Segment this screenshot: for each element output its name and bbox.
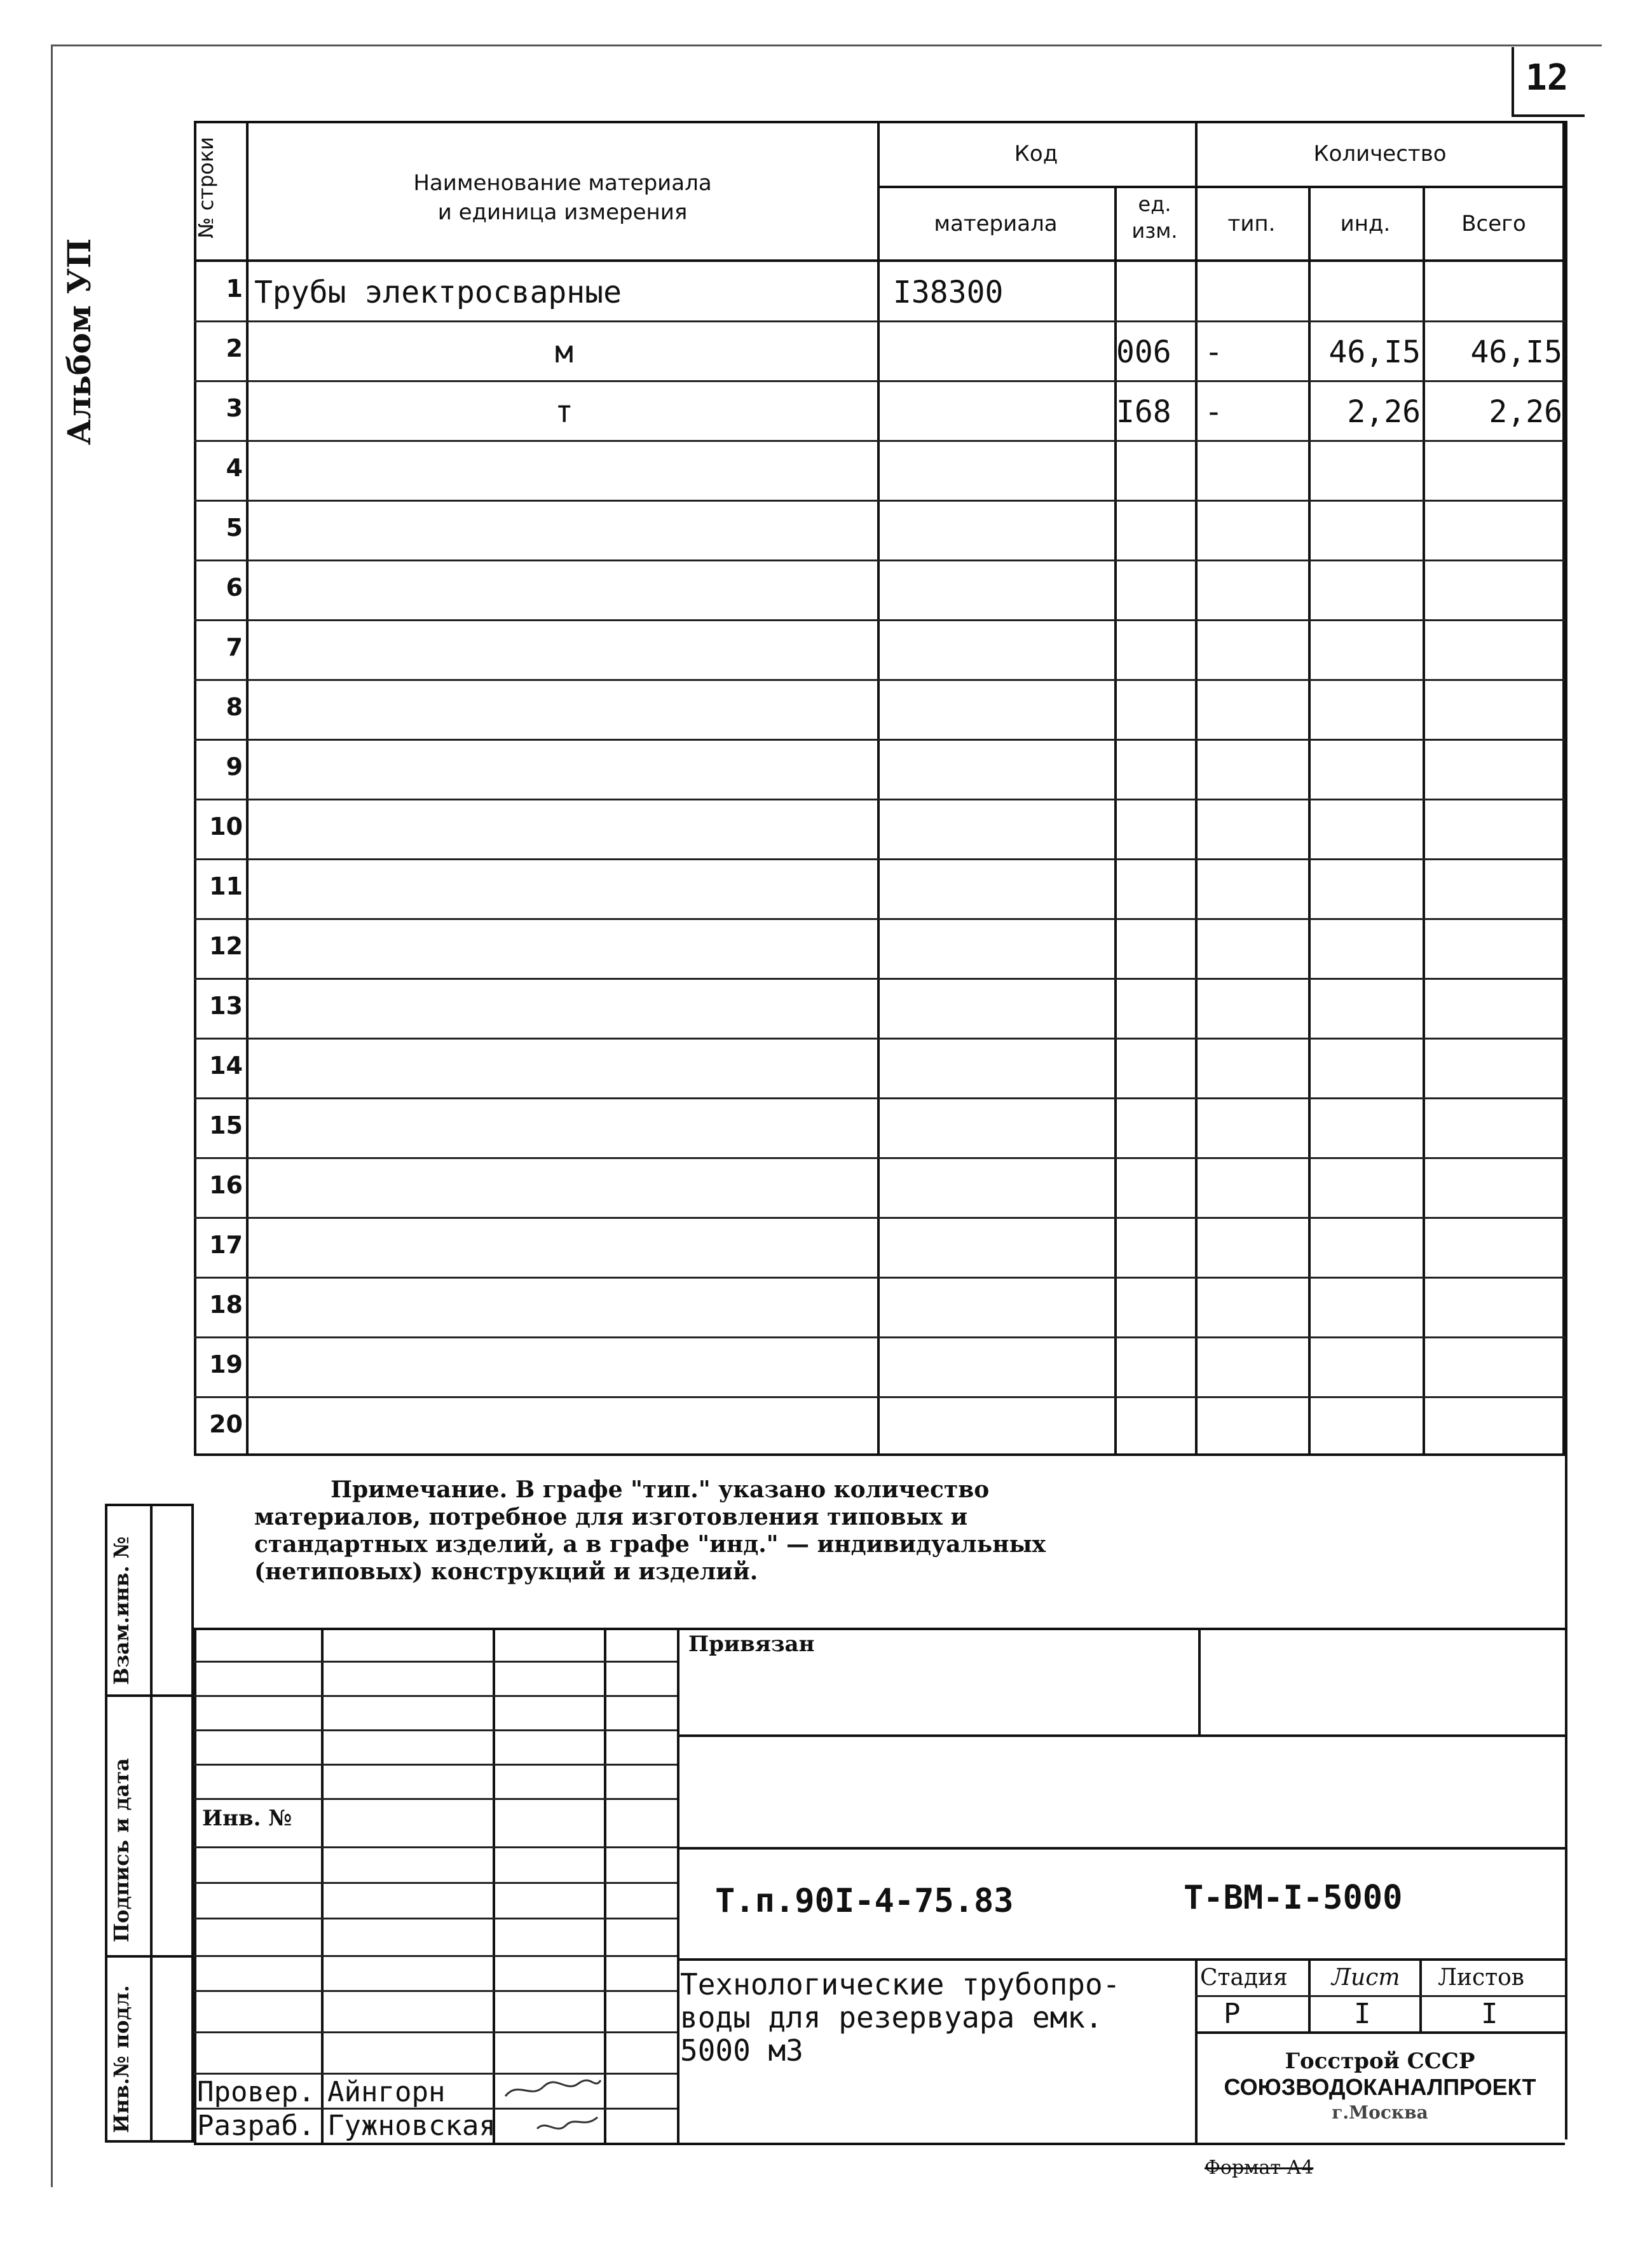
table-row-line — [194, 978, 1565, 980]
cell-ind: 2,26 — [1347, 394, 1421, 430]
tb-row-1 — [194, 1661, 677, 1663]
header-subline — [877, 186, 1565, 188]
table-row-line — [194, 440, 1565, 442]
sheets-label: Листов — [1438, 1965, 1525, 1991]
row-number: 3 — [226, 394, 243, 422]
cell-name: м — [555, 334, 573, 370]
cell-unit: 006 — [1116, 334, 1171, 370]
privyazan-bottom — [677, 1734, 1565, 1737]
org-line-2: СОЮЗВОДОКАНАЛПРОЕКТ — [1224, 2074, 1536, 2100]
code-row-bottom — [677, 1958, 1565, 1961]
code-row-top — [677, 1847, 1565, 1850]
cell-total: 2,26 — [1489, 394, 1562, 430]
tb-row-2 — [194, 1695, 677, 1697]
row-number: 10 — [209, 813, 243, 841]
note-line-2: материалов, потребное для изготовления типовых и — [254, 1504, 968, 1530]
label-vzam-inv: Взам.инв. № — [109, 1536, 133, 1685]
privyazan-label: Привязан — [688, 1631, 815, 1657]
note-line-4: (нетиповых) конструкций и изделий. — [254, 1558, 758, 1585]
stage-bottom — [1195, 2031, 1565, 2034]
table-row-line — [194, 918, 1565, 920]
table-row-line — [194, 320, 1565, 322]
note-bottom-line — [194, 1628, 1565, 1630]
tb-row-11 — [194, 2031, 677, 2033]
row-number: 12 — [209, 932, 243, 960]
tb-row-3 — [194, 1729, 677, 1731]
row-number: 19 — [209, 1350, 243, 1378]
tb-row-5 — [194, 1798, 677, 1800]
header-row-number: № строки — [194, 137, 218, 238]
tb-row-7 — [194, 1882, 677, 1884]
header-material-name: Наименование материала и единица измерения — [413, 170, 712, 225]
table-row-line — [194, 1038, 1565, 1040]
sheet-value: I — [1354, 1998, 1371, 2030]
tb-row-9 — [194, 1955, 677, 1957]
table-row-line — [194, 679, 1565, 681]
org-line-1: Госстрой СССР — [1285, 2049, 1475, 2074]
tb-row-6 — [194, 1846, 677, 1848]
org-line-3: г.Москва — [1332, 2102, 1428, 2123]
sheet-number: 12 — [1526, 57, 1569, 99]
tb-outer-left — [194, 1628, 196, 2143]
developed-name: Гужновская — [327, 2110, 496, 2142]
row-number: 20 — [209, 1410, 243, 1438]
row-number: 14 — [209, 1052, 243, 1080]
table-row-line — [194, 560, 1565, 561]
cell-typ: - — [1205, 394, 1223, 430]
tb-col-3 — [604, 1628, 606, 2143]
document-code: Т.п.90I-4-75.83 — [715, 1882, 1014, 1920]
row-number: 6 — [226, 573, 243, 601]
header-qty-total: Всего — [1461, 211, 1526, 237]
row-number: 16 — [209, 1171, 243, 1199]
row-number: 5 — [226, 514, 243, 542]
tb-col-4 — [677, 1628, 679, 2143]
stage-header-line — [1195, 1995, 1565, 1997]
stage-value: Р — [1224, 1998, 1241, 2030]
header-code: Код — [1014, 141, 1058, 167]
tb-row-4 — [194, 1764, 677, 1766]
table-row-line — [194, 1157, 1565, 1159]
table-row-line — [194, 858, 1565, 860]
label-inv-podl: Инв.№ подл. — [109, 1985, 133, 2133]
cell-name: т — [555, 394, 573, 430]
label-podpis-data: Подпись и дата — [109, 1758, 133, 1942]
privyazan-divider — [1198, 1628, 1201, 1736]
header-qty-typ: тип. — [1227, 211, 1276, 237]
table-row-line — [194, 1277, 1565, 1279]
table-row-line — [194, 380, 1565, 382]
cell-ind: 46,I5 — [1328, 334, 1421, 370]
col-line-ind — [1423, 186, 1425, 1456]
checked-role: Провер. — [197, 2076, 315, 2108]
left-stamp-sep-2 — [105, 1955, 194, 1958]
note-line-3: стандартных изделий, а в графе "инд." — индивидуальных — [254, 1531, 1046, 1558]
sheet-code: Т-ВМ-I-5000 — [1184, 1879, 1403, 1917]
inv-no-label: Инв. № — [202, 1806, 292, 1831]
tb-row-8 — [194, 1918, 677, 1919]
tb-row-12 — [194, 2073, 677, 2075]
album-label: Альбом УП — [60, 238, 98, 445]
row-number: 1 — [226, 275, 243, 303]
tb-col-2 — [493, 1628, 495, 2143]
row-number: 18 — [209, 1291, 243, 1319]
document-title: Технологические трубопро- воды для резервуара емк. 5000 м3 — [680, 1967, 1121, 2068]
row-number: 17 — [209, 1231, 243, 1259]
row-number: 9 — [226, 753, 243, 781]
table-row-line — [194, 500, 1565, 502]
inner-frame-right — [1565, 121, 1567, 2139]
cell-typ: - — [1205, 334, 1223, 370]
header-qty-ind: инд. — [1340, 211, 1391, 237]
cell-name: Трубы электросварные — [254, 275, 622, 310]
header-code-material: материала — [934, 211, 1058, 237]
col-line-typ — [1308, 186, 1311, 1456]
stage-label: Стадия — [1200, 1965, 1288, 1991]
cell-total: 46,I5 — [1470, 334, 1562, 370]
tb-bottom — [194, 2143, 1565, 2145]
table-row-line — [194, 1336, 1565, 1338]
table-row-line — [194, 799, 1565, 800]
checked-name: Айнгорн — [327, 2076, 446, 2108]
developed-role: Разраб. — [197, 2110, 315, 2142]
left-stamp-divider — [150, 1504, 153, 2143]
header-quantity: Количество — [1313, 141, 1447, 167]
col-line-material — [1114, 186, 1117, 1456]
left-stamp-sep-1 — [105, 1694, 194, 1697]
format-label: Формат А4 — [1205, 2157, 1314, 2179]
row-number: 15 — [209, 1111, 243, 1139]
cell-material: I38300 — [893, 275, 1004, 310]
sheet-label: Лист — [1332, 1965, 1400, 1991]
table-row-line — [194, 739, 1565, 741]
signature-1 — [502, 2074, 604, 2106]
row-number: 11 — [209, 872, 243, 900]
tb-row-10 — [194, 1990, 677, 1992]
note-line-1: Примечание. В графе "тип." указано количество — [331, 1476, 990, 1503]
table-row-line — [194, 1097, 1565, 1099]
tb-col-1 — [321, 1628, 324, 2143]
cell-unit: I68 — [1116, 394, 1171, 430]
signature-2 — [534, 2110, 604, 2141]
row-number: 7 — [226, 633, 243, 661]
table-row-line — [194, 1396, 1565, 1398]
table-row-line — [194, 1217, 1565, 1219]
header-code-unit: ед. изм. — [1131, 192, 1178, 243]
row-number: 13 — [209, 992, 243, 1020]
table-row-line — [194, 619, 1565, 621]
row-number: 2 — [226, 334, 243, 362]
row-number: 8 — [226, 693, 243, 721]
row-number: 4 — [226, 454, 243, 482]
sheets-value: I — [1481, 1998, 1498, 2030]
